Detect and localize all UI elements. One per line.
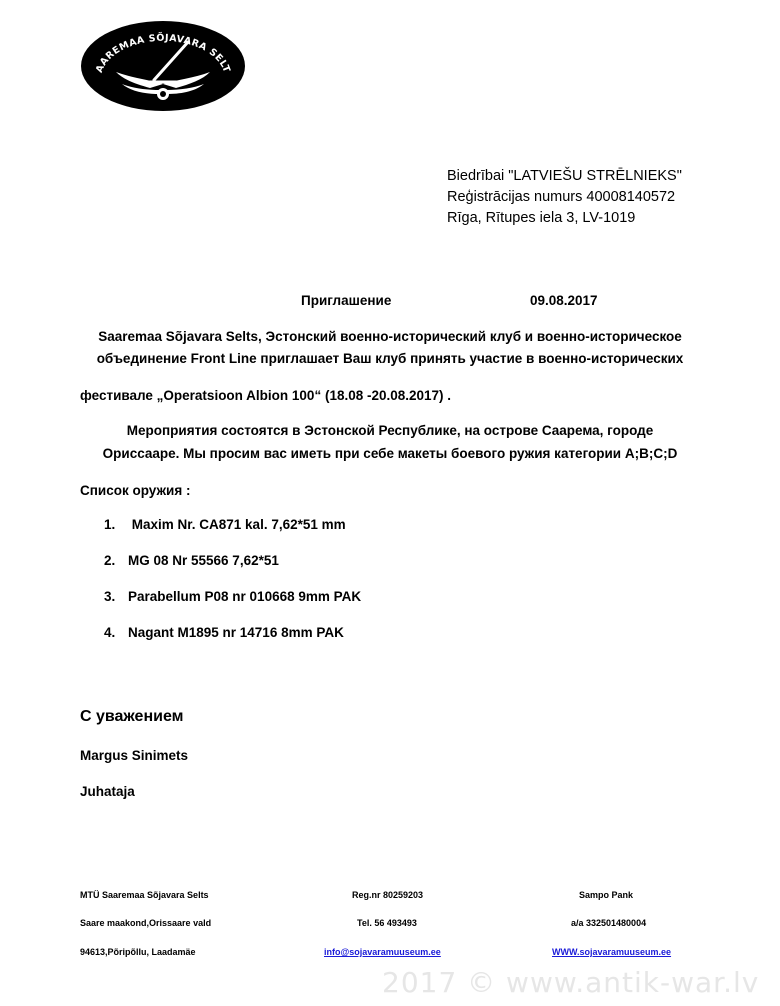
logo-text: AAREMAA SÕJAVARA SELT (93, 32, 233, 75)
weapons-label: Список оружия : (80, 483, 191, 498)
body-line-4: Мероприятия состоятся в Эстонской Республике, на острове Саарема, городе (126, 423, 654, 438)
footer-phone: Tel. 56 493493 (357, 918, 417, 928)
closing-regards: С уважением (80, 708, 184, 725)
body-line-1: Saaremaa Sõjavara Selts, Эстонский военно-исторический клуб и военно-историческое (98, 329, 682, 344)
club-logo (80, 20, 246, 112)
list-item (104, 625, 344, 640)
list-item-number: 4. (104, 625, 116, 640)
list-item-text: Nagant M1895 nr 14716 8mm PAK (128, 625, 344, 640)
footer-org-address: 94613,Põripõllu, Laadamäe (80, 947, 196, 957)
website-link[interactable]: WWW.sojavaramuuseum.ee (552, 947, 672, 957)
body-line-2: объединение Front Line приглашает Ваш клуб принять участие в военно-исторических (96, 351, 684, 366)
footer-org-region: Saare maakond,Orissaare vald (80, 918, 212, 928)
list-item-number: 2. (104, 553, 116, 568)
signer-title: Juhataja (80, 784, 135, 799)
letter-date: 09.08.2017 (530, 293, 598, 308)
footer-reg-number: Reg.nr 80259203 (352, 890, 424, 900)
footer-org-name: MTÜ Saaremaa Sõjavara Selts (80, 890, 209, 900)
list-item-text: MG 08 Nr 55566 7,62*51 (128, 553, 279, 568)
list-item (104, 517, 346, 532)
list-item-text: Maxim Nr. CA871 kal. 7,62*51 mm (128, 517, 346, 532)
recipient-registration: Reģistrācijas numurs 40008140572 (447, 189, 676, 205)
list-item-number: 3. (104, 589, 116, 604)
recipient-street: Rīga, Rītupes iela 3, LV-1019 (447, 210, 636, 226)
footer-email-link[interactable] (324, 947, 441, 957)
email-link[interactable]: info@sojavaramuuseum.ee (324, 947, 441, 957)
signer-name: Margus Sinimets (80, 748, 189, 763)
body-line-3: фестивале „Operatsioon Albion 100“ (18.08 -20.08.2017) . (80, 388, 452, 403)
footer-bank-name: Sampo Pank (579, 890, 634, 900)
list-item (104, 553, 279, 568)
list-item-text: Parabellum P08 nr 010668 9mm PAK (128, 589, 362, 604)
recipient-address (447, 166, 682, 229)
body-line-5: Ориссааре. Мы просим вас иметь при себе макеты боевого ружия категории A;B;C;D (102, 446, 678, 461)
watermark-text: 2017 © www.antik-war.lv (382, 966, 760, 999)
footer-website-link[interactable] (552, 947, 671, 957)
list-item (104, 589, 361, 604)
letter-title: Приглашение (301, 293, 392, 308)
footer-bank-account: a/a 332501480004 (571, 918, 647, 928)
recipient-name: Biedrībai "LATVIEŠU STRĒLNIEKS" (447, 168, 682, 184)
list-item-number: 1. (104, 517, 116, 532)
